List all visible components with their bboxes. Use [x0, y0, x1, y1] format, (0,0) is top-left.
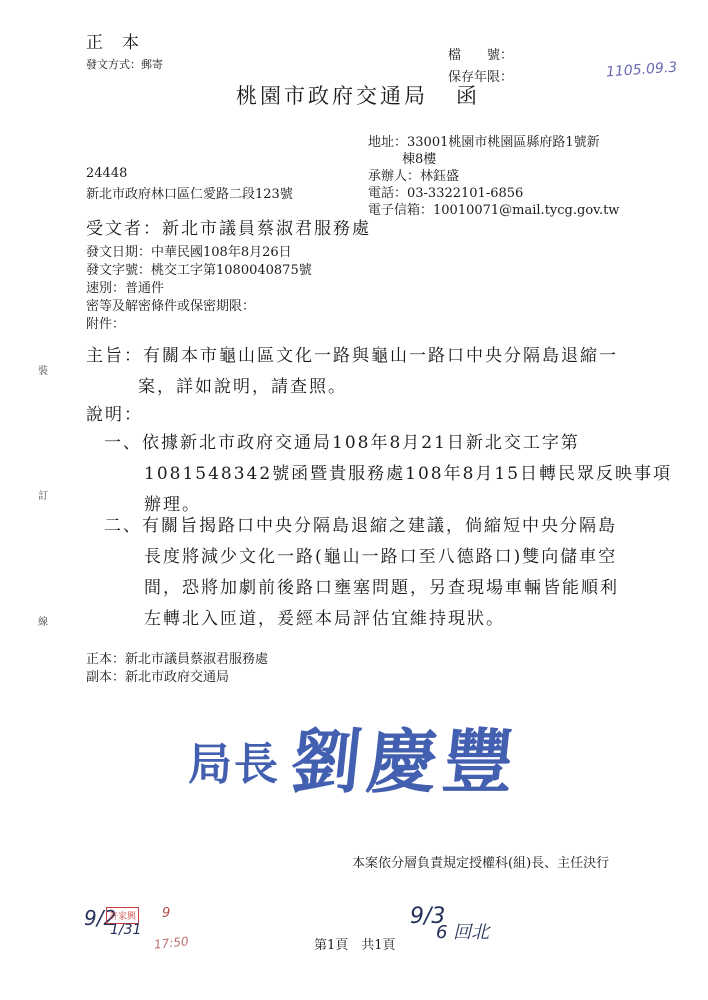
explanation-label: 說明：	[86, 405, 143, 425]
handwritten-date-left: 9/2	[84, 906, 117, 930]
recipient-address: 新北市政府林口區仁愛路二段123號	[86, 187, 293, 202]
subject-line1: 主旨：有關本市龜山區文化一路與龜山一路口中央分隔島退縮一	[86, 346, 618, 366]
item2-line2: 長度將減少文化一路(龜山一路口至八德路口)雙向儲車空	[144, 547, 618, 567]
copy-type: 正 本	[86, 33, 140, 53]
binding-mark-bottom: 線	[38, 617, 48, 628]
distribution	[86, 651, 268, 687]
handwritten-time: 17:50	[153, 934, 190, 952]
send-method: 發文方式：郵寄	[86, 58, 163, 71]
binding-mark-top: 裝	[38, 366, 48, 377]
subject-line2: 案，詳如說明，請查照。	[138, 377, 347, 397]
file-number-label: 檔 號：	[448, 48, 514, 63]
explanation-item-1	[104, 428, 672, 521]
agency-title	[236, 80, 480, 110]
email: 電子信箱：10010071@mail.tycg.gov.tw	[368, 203, 620, 218]
sender-address-line2: 棟8樓	[402, 152, 437, 167]
agency-name: 桃園市政府交通局	[236, 84, 428, 108]
red-personal-seal: 許家興	[106, 907, 139, 924]
item2-line3: 間，恐將加劇前後路口壅塞問題，另查現場車輛皆能順利	[144, 578, 619, 598]
binding-mark-middle: 訂	[38, 491, 48, 502]
document-meta	[86, 244, 312, 334]
issue-date: 發文日期：中華民國108年8月26日	[86, 245, 292, 260]
sender-info	[368, 134, 619, 219]
handwritten-date-right: 9/3	[410, 904, 446, 929]
subject	[86, 341, 618, 403]
handwritten-note-right: 6 回北	[436, 922, 490, 943]
handwritten-code: 1105.09.3	[605, 59, 678, 81]
handwritten-mark-top: 9	[162, 906, 171, 921]
item1-line1: 一、依據新北市政府交通局108年8月21日新北交工字第	[104, 433, 580, 453]
phone: 電話：03-3322101-6856	[368, 186, 524, 201]
copy-recipient: 副本：新北市政府交通局	[86, 670, 230, 685]
item2-line1: 二、有關旨揭路口中央分隔島退縮之建議，倘縮短中央分隔島	[104, 516, 617, 536]
item2-line4: 左轉北入匝道，爰經本局評估宜維持現狀。	[144, 609, 505, 629]
document-number: 發文字號：桃交工字第1080040875號	[86, 263, 312, 278]
delivery-speed: 速別：普通件	[86, 281, 165, 296]
secrecy-level: 密等及解密條件或保密期限：	[86, 299, 256, 314]
recipient-zip: 24448	[86, 166, 128, 181]
handwritten-code-left: 1/31	[110, 922, 142, 938]
director-name-stamp: 劉慶豐	[287, 720, 524, 803]
document-type: 函	[456, 84, 480, 108]
page-number: 第1頁 共1頁	[314, 938, 396, 953]
item1-line3: 辦理。	[144, 495, 201, 515]
explanation-item-2	[104, 511, 619, 635]
sender-address-line1: 地址：33001桃園市桃園區縣府路1號新	[368, 135, 600, 150]
addressee: 受文者：新北市議員蔡淑君服務處	[86, 219, 371, 239]
original-recipient: 正本：新北市議員蔡淑君服務處	[86, 652, 269, 667]
retention-label: 保存年限：	[448, 70, 514, 85]
director-title: 局長	[188, 739, 280, 790]
authorization-note: 本案依分層負責規定授權科(組)長、主任決行	[352, 856, 610, 871]
contact-person: 承辦人：林鈺盛	[368, 169, 460, 184]
item1-line2: 1081548342號函暨貴服務處108年8月15日轉民眾反映事項	[144, 464, 673, 484]
attachment: 附件：	[86, 317, 126, 332]
